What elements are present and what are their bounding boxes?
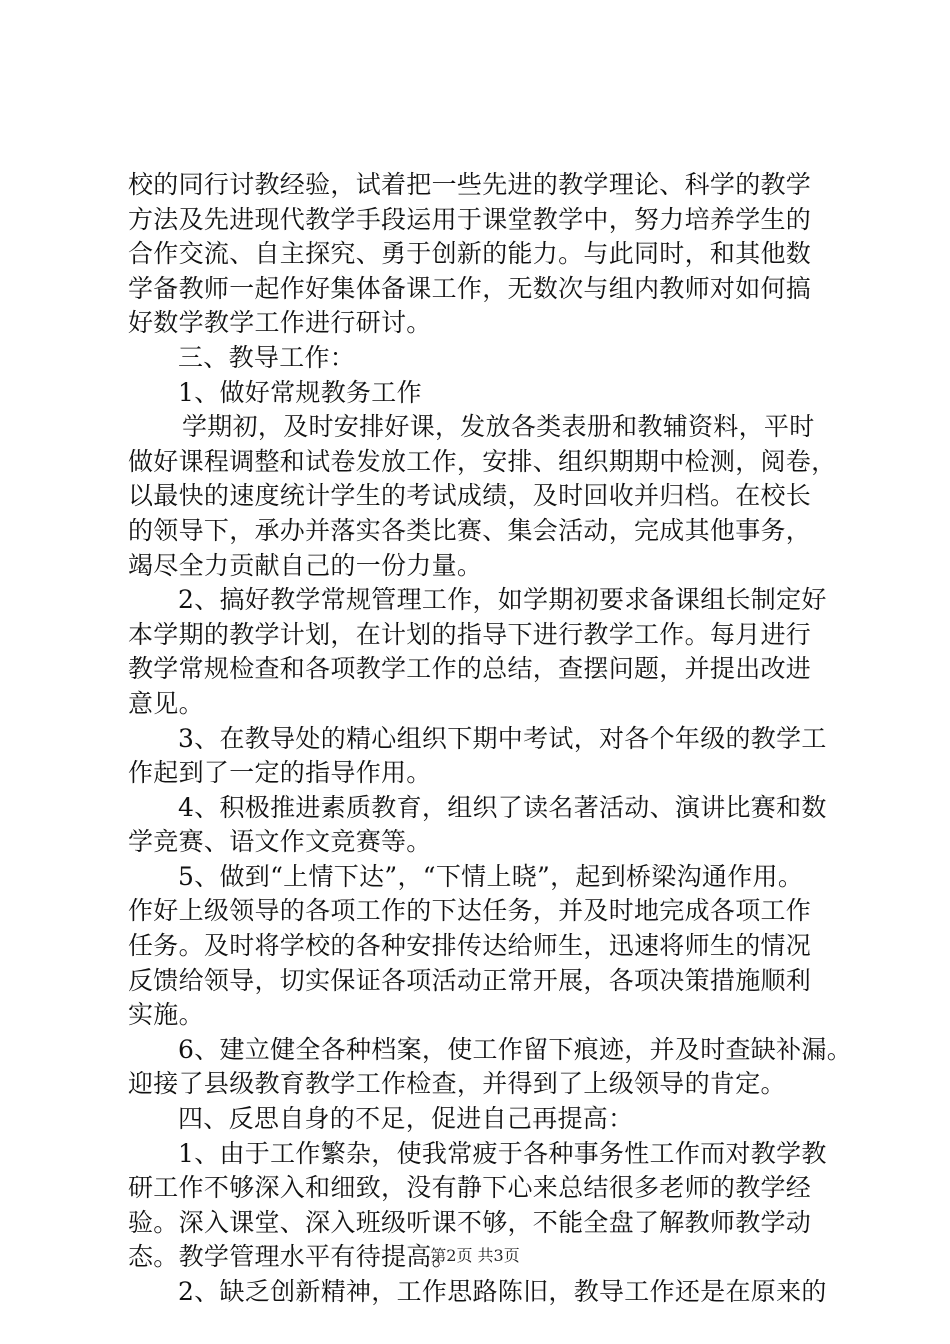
text-line: 迎接了县级教育教学工作检查，并得到了上级领导的肯定。 — [128, 1069, 786, 1099]
text-line: 6、建立健全各种档案，使工作留下痕迹，并及时查缺补漏。 — [178, 1034, 853, 1064]
text-line: 意见。 — [128, 688, 204, 718]
text-line: 教学常规检查和各项教学工作的总结，查摆问题，并提出改进 — [128, 654, 812, 684]
text-line: 做好课程调整和试卷发放工作，安排、组织期期中检测，阅卷， — [128, 446, 837, 476]
text-line: 校的同行讨教经验，试着把一些先进的教学理论、科学的教学 — [128, 170, 812, 199]
text-line: 本学期的教学计划，在计划的指导下进行教学工作。每月进行 — [128, 619, 812, 649]
text-line: 3、在教导处的精心组织下期中考试，对各个年级的教学工 — [178, 723, 827, 753]
text-line: 2、缺乏创新精神，工作思路陈旧，教导工作还是在原来的 — [178, 1277, 827, 1306]
text-line: 以最快的速度统计学生的考试成绩，及时回收并归档。在校长 — [128, 481, 812, 511]
text-line: 研工作不够深入和细致，没有静下心来总结很多老师的教学经 — [128, 1173, 812, 1203]
text-line: 作起到了一定的指导作用。 — [128, 758, 432, 788]
text-line: 的领导下，承办并落实各类比赛、集会活动，完成其他事务， — [128, 515, 812, 545]
text-line: 验。深入课堂、深入班级听课不够，不能全盘了解教师教学动 — [128, 1207, 812, 1237]
text-line: 学备教师一起作好集体备课工作，无数次与组内教师对如何搞 — [128, 273, 812, 303]
page-footer: 第2页 共3页 — [430, 1246, 520, 1265]
text-line: 学竞赛、语文作文竞赛等。 — [128, 827, 432, 857]
text-line: 竭尽全力贡献自己的一份力量。 — [128, 550, 483, 580]
text-line: 作好上级领导的各项工作的下达任务，并及时地完成各项工作 — [128, 896, 812, 926]
text-line: 2、搞好教学常规管理工作，如学期初要求备课组长制定好 — [178, 585, 827, 615]
text-line: 态。教学管理水平有待提高。 — [128, 1242, 457, 1272]
text-line: 4、积极推进素质教育，组织了读名著活动、演讲比赛和数 — [178, 792, 827, 822]
text-line: 1、做好常规教务工作 — [178, 377, 422, 407]
text-line: 合作交流、自主探究、勇于创新的能力。与此同时，和其他数 — [128, 239, 812, 269]
text-line: 任务。及时将学校的各种安排传达给师生，迅速将师生的情况 — [128, 931, 812, 961]
text-line: 方法及先进现代教学手段运用于课堂教学中，努力培养学生的 — [128, 204, 812, 234]
text-line: 好数学教学工作进行研讨。 — [128, 308, 432, 338]
document-body — [128, 168, 853, 1310]
text-line: 四、反思自身的不足，促进自己再提高： — [178, 1104, 634, 1134]
text-line: 1、由于工作繁杂，使我常疲于各种事务性工作而对教学教 — [178, 1138, 827, 1168]
text-line: 三、教导工作： — [178, 342, 356, 372]
text-line: 实施。 — [128, 1000, 204, 1030]
text-line: 反馈给领导，切实保证各项活动正常开展，各项决策措施顺利 — [128, 965, 812, 995]
text-line: 5、做到“上情下达”，“下情上晓”，起到桥梁沟通作用。 — [178, 861, 804, 891]
text-line: 学期初，及时安排好课，发放各类表册和教辅资料，平时 — [182, 412, 815, 442]
